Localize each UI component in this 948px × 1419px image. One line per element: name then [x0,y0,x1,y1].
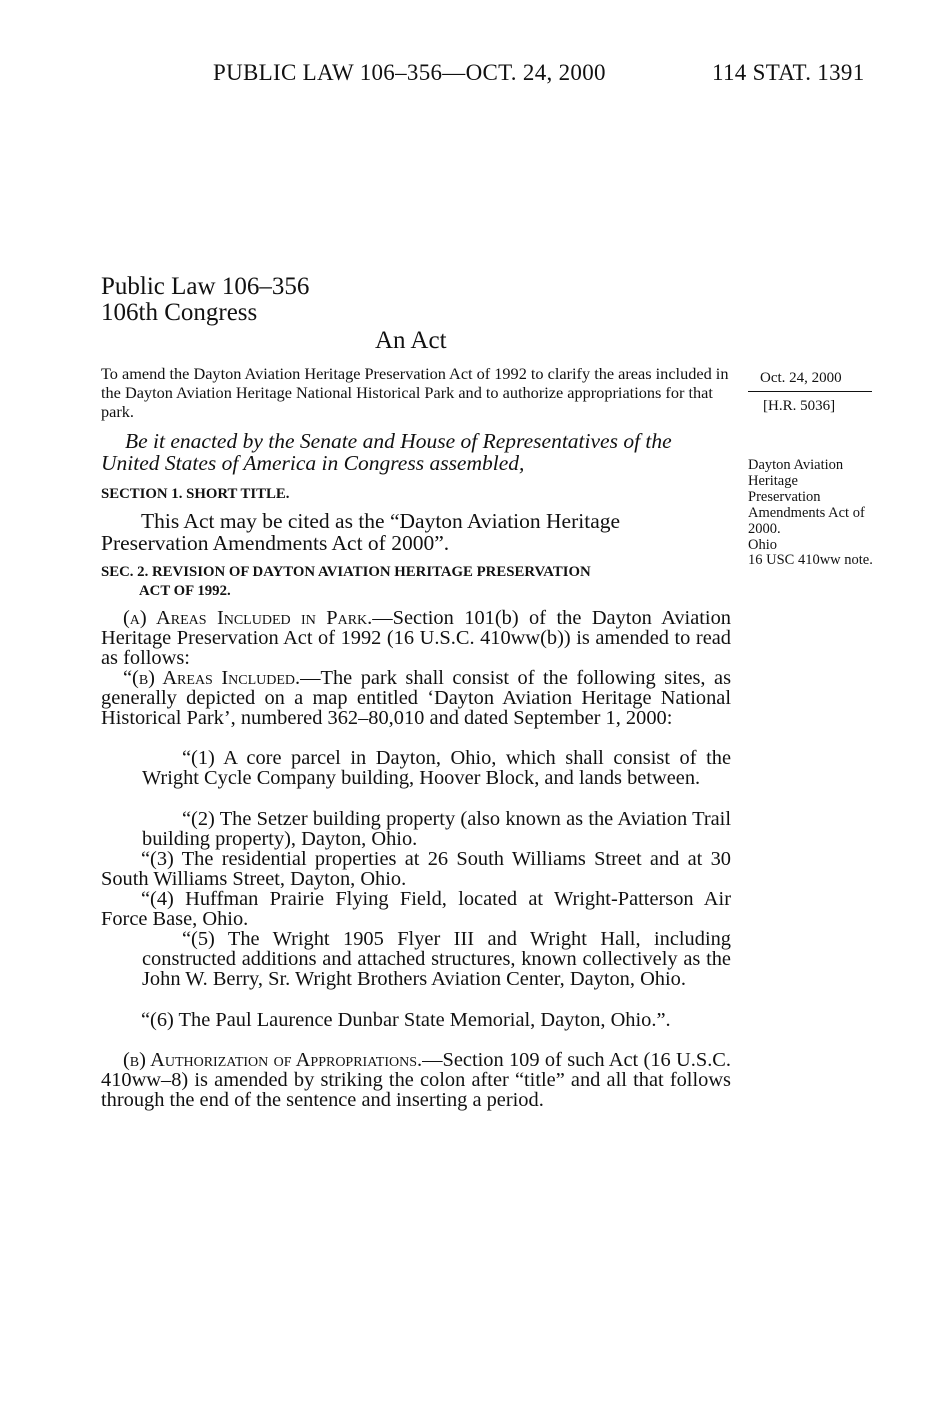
quoted-subsection-b-label: “(b) Areas Included. [123,667,301,689]
section-2-heading-line1: SEC. 2. REVISION OF DAYTON AVIATION HERITAGE PRESERVATION [101,564,591,580]
margin-date: Oct. 24, 2000 [760,370,842,386]
subsection-a-text: —Section 101(b) of the Dayton Aviation Heritage Preservation Act of 1992 (16 U.S.C. 410ww(b)) is amended to read as follows: [101,607,731,670]
subsection-b-text: —Section 109 of such Act (16 U.S.C. 410ww–8) is amended by striking the colon after “title” and all that follows through the end of the sentence and inserting a period. [101,1049,732,1112]
margin-note-short-title [748,457,873,553]
subsection-a-label: (a) Areas Included in Park. [123,607,373,629]
site-item-5: “(5) The Wright 1905 Flyer III and Wright Hall, including constructed additions and attached structures, known collectively as the John W. Berry, Sr. Wright Brothers Aviation Center, Dayton, Ohio. [142,928,731,991]
section-1-heading: SECTION 1. SHORT TITLE. [101,486,290,502]
site-item-3: “(3) The residential properties at 26 South Williams Street and at 30 South Williams Street, Dayton, Ohio. [101,848,731,891]
margin-note-state: Ohio [748,537,777,553]
site-item-2: “(2) The Setzer building property (also known as the Aviation Trail building property), Dayton, Ohio. [142,808,731,851]
margin-bill-number: [H.R. 5036] [763,398,836,414]
congress-number: 106th Congress [101,299,258,326]
running-header-left: PUBLIC LAW 106–356—OCT. 24, 2000 [213,60,606,85]
quoted-subsection-b-text: —The park shall consist of the following sites, as generally depicted on a map entitled ‘Dayton Aviation Heritage National Historical Park’, numbered 362–80,010 and dated September 1, 2000: [101,667,732,730]
site-item-6: “(6) The Paul Laurence Dunbar State Memorial, Dayton, Ohio.”. [141,1009,671,1031]
site-item-4: “(4) Huffman Prairie Flying Field, located at Wright-Patterson Air Force Base, Ohio. [101,888,731,931]
section-2-heading [101,563,741,601]
section-2-heading-line2: ACT OF 1992. [139,583,231,599]
subsection-a [101,608,731,669]
an-act-heading: An Act [375,327,447,354]
quoted-subsection-b [101,668,731,729]
running-header-page: 114 STAT. 1391 [712,60,865,85]
subsection-b [101,1050,731,1111]
enacting-clause: Be it enacted by the Senate and House of Representatives of the United States of America in Congress assembled, [101,429,672,475]
purpose-statement: To amend the Dayton Aviation Heritage Preservation Act of 1992 to clarify the areas included in the Dayton Aviation Heritage National Historical Park and to authorize appropriations for that park. [101,364,729,421]
subsection-b-label: (b) Authorization of Appropriations. [123,1049,423,1071]
margin-note-usc: 16 USC 410ww note. [748,552,873,568]
site-item-1: “(1) A core parcel in Dayton, Ohio, which shall consist of the Wright Cycle Company building, Hoover Block, and lands between. [142,747,731,790]
section-1-text: This Act may be cited as the “Dayton Aviation Heritage Preservation Amendments Act of 2000”. [101,509,621,555]
margin-note-act-name: Dayton Aviation Heritage Preservation Amendments Act of 2000. [748,457,865,537]
margin-rule [748,391,872,392]
public-law-number: Public Law 106–356 [101,273,310,300]
